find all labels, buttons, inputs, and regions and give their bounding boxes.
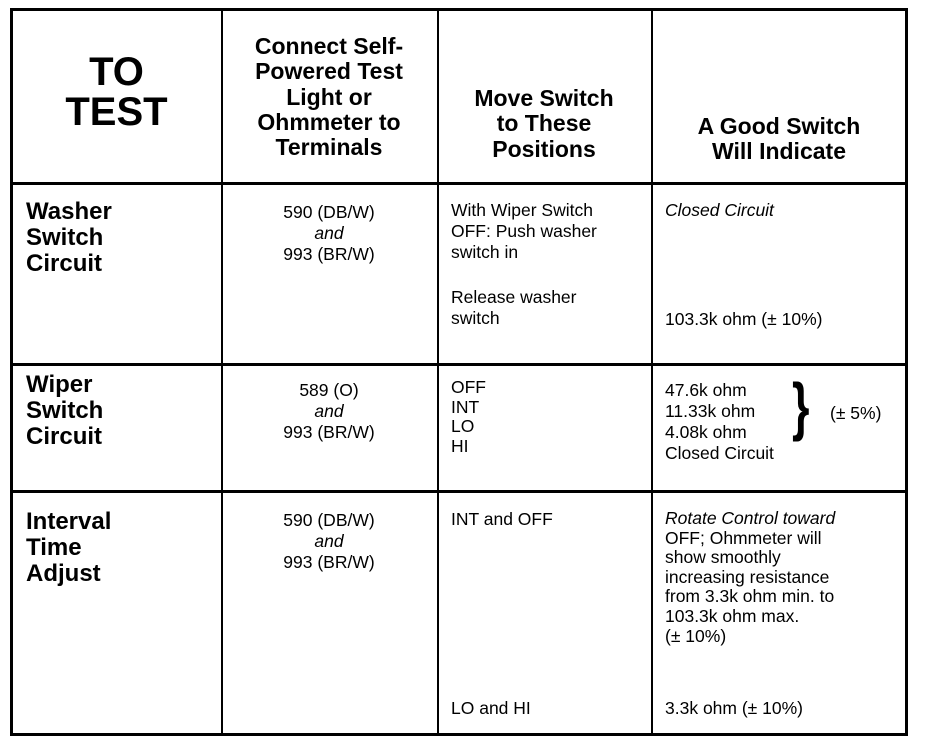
terminal-b: 993 (BR/W): [283, 552, 375, 572]
indication-line: 47.6k ohm: [665, 380, 747, 400]
grid-line: [10, 490, 908, 493]
header-line: Move Switch: [474, 85, 614, 111]
header-to-test: [14, 52, 219, 132]
row-label-line: Switch: [26, 223, 104, 251]
terminal-a: 590 (DB/W): [283, 510, 375, 530]
header-line: to These: [496, 110, 592, 137]
connector-and: and: [314, 531, 344, 551]
indication-closed-circuit: Closed Circuit: [665, 200, 774, 220]
terminals-interval: [223, 510, 435, 573]
row-label-line: Circuit: [26, 249, 103, 277]
indication-line: (± 10%): [665, 625, 727, 646]
header-move-switch: [439, 86, 649, 162]
terminal-a: 590 (DB/W): [283, 202, 375, 222]
connector-and: and: [314, 401, 344, 421]
indication-line: Closed Circuit: [665, 443, 774, 463]
header-line: TEST: [65, 90, 168, 134]
positions-washer-push: [451, 200, 647, 263]
row-label-line: Adjust: [26, 559, 101, 587]
position-line: switch: [451, 308, 500, 328]
position-lo-hi: LO and HI: [451, 698, 531, 718]
indication-resistance: 103.3k ohm (± 10%): [665, 309, 823, 329]
header-line: Will Indicate: [712, 138, 846, 165]
terminal-b: 993 (BR/W): [283, 422, 375, 442]
row-label-washer: [26, 199, 216, 277]
header-line: A Good Switch: [697, 113, 861, 139]
indication-line: from 3.3k ohm min. to: [665, 586, 835, 607]
indication-line: 11.33k ohm: [665, 401, 756, 421]
indication-min-resistance: 3.3k ohm (± 10%): [665, 698, 803, 718]
row-label-line: Time: [26, 533, 82, 561]
indication-line: Rotate Control toward: [665, 508, 836, 528]
position-line: LO: [451, 416, 475, 437]
grid-line: [10, 182, 908, 185]
row-label-line: Circuit: [26, 422, 103, 450]
terminal-b: 993 (BR/W): [283, 244, 375, 264]
indication-line: increasing resistance: [665, 566, 830, 587]
row-label-line: Interval: [26, 508, 112, 535]
header-line: Light or: [286, 83, 372, 110]
terminals-washer: [223, 202, 435, 265]
position-line: OFF: Push washer: [451, 221, 597, 241]
position-line: Release washer: [451, 287, 577, 307]
row-label-wiper: [26, 372, 216, 450]
right-brace-icon: }: [792, 370, 810, 442]
header-good-switch: [653, 114, 905, 165]
indication-line: show smoothly: [665, 547, 781, 568]
header-line: Ohmmeter to: [257, 108, 401, 135]
position-line: OFF: [451, 377, 486, 397]
row-label-interval: [26, 509, 216, 587]
position-line: switch in: [451, 242, 519, 262]
header-line: Terminals: [275, 134, 383, 161]
row-label-line: Wiper: [26, 371, 93, 398]
positions-wiper: [451, 378, 647, 456]
header-line: Positions: [492, 135, 596, 162]
indication-line: 4.08k ohm: [665, 422, 747, 442]
position-line: HI: [451, 435, 469, 456]
row-label-line: Switch: [26, 396, 104, 424]
position-int-off: INT and OFF: [451, 509, 553, 529]
header-line: TO: [89, 50, 144, 94]
header-line: Powered Test: [255, 58, 403, 85]
position-line: With Wiper Switch: [451, 200, 593, 220]
position-line: INT: [451, 396, 480, 417]
connector-and: and: [314, 223, 344, 243]
indication-line: 103.3k ohm max.: [665, 605, 800, 626]
tolerance-wiper: (± 5%): [830, 403, 882, 423]
positions-washer-release: [451, 287, 647, 329]
terminals-wiper: [223, 380, 435, 443]
grid-line: [10, 363, 908, 366]
header-connect: [223, 34, 435, 160]
indication-rotate-control: [665, 509, 905, 646]
row-label-line: Washer: [26, 198, 112, 225]
terminal-a: 589 (O): [299, 380, 359, 400]
header-line: Connect Self-: [254, 33, 404, 59]
indication-line: OFF; Ohmmeter will: [665, 527, 822, 548]
